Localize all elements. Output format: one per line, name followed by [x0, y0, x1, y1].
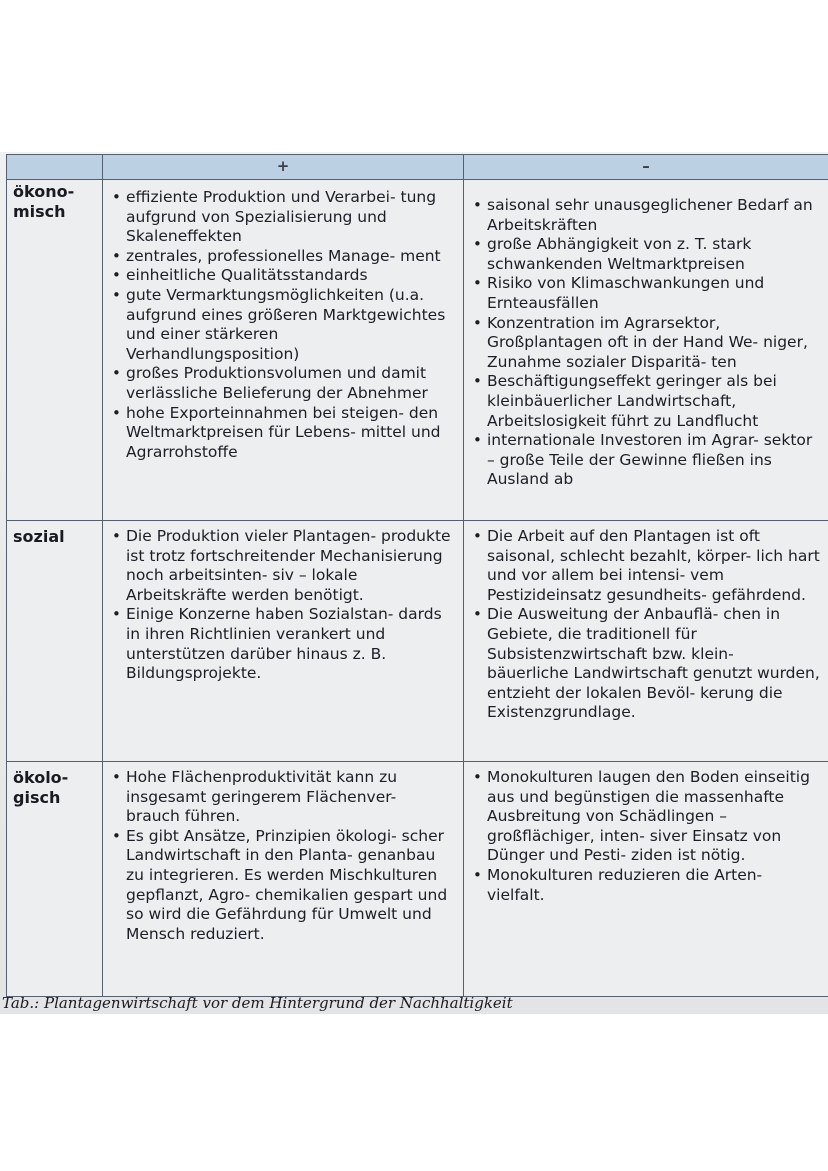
- list-item: • einheitliche Qualitätsstandards: [111, 266, 455, 286]
- list-item: • Monokulturen laugen den Boden einseitig aus und begünstigen die massenhafte Ausbreitung von Schädlingen – großflächiger, inten- siver Einsatz von Dünger und Pesti- ziden ist nötig.: [472, 768, 820, 866]
- list-item: • Die Arbeit auf den Plantagen ist oft saisonal, schlecht bezahlt, körper- lich hart und vor allem bei intensi- vem Pestizideinsatz gesundheits- gefährdend.: [472, 527, 820, 605]
- oekologisch-minus-cell: [464, 762, 828, 997]
- table-caption: Tab.: Plantagenwirtschaft vor dem Hintergrund der Nachhaltigkeit: [2, 994, 513, 1012]
- header-plus: +: [103, 155, 464, 180]
- list-item: • saisonal sehr unausgeglichener Bedarf an Arbeitskräften: [472, 196, 820, 235]
- table-row-oekonomisch: [7, 180, 828, 521]
- row-label-sozial: [7, 521, 103, 762]
- list-item: • Konzentration im Agrarsektor, Großplantagen oft in der Hand We- niger, Zunahme sozialer Disparitä- ten: [472, 314, 820, 373]
- list-item: • Die Produktion vieler Plantagen- produkte ist trotz fortschreitender Mechanisierung noch arbeitsinten- siv – lokale Arbeitskräfte werden benötigt.: [111, 527, 455, 605]
- row-label-text: sozial: [13, 527, 65, 546]
- list-item: • Die Ausweitung der Anbauflä- chen in Gebiete, die traditionell für Subsistenzwirtschaft bzw. klein- bäuerliche Landwirtschaft genutzt wurden, entzieht der lokalen Bevöl- kerung die Existenzgrundlage.: [472, 605, 820, 723]
- table-header-row: [7, 155, 828, 180]
- list-item: • Es gibt Ansätze, Prinzipien ökologi- scher Landwirtschaft in den Planta- genanbau zu integrieren. Es werden Mischkulturen gepflanzt, Agro- chemikalien gespart und so wird die Gefährdung für Umwelt und Mensch reduziert.: [111, 827, 455, 945]
- list-item: • zentrales, professionelles Manage- ment: [111, 247, 455, 267]
- list-item: • gute Vermarktungsmöglichkeiten (u.a. aufgrund eines größeren Marktgewichtes und einer stärkeren Verhandlungsposition): [111, 286, 455, 364]
- row-label-oekologisch: [7, 762, 103, 997]
- row-label-oekonomisch: [7, 180, 103, 521]
- list-item: • hohe Exporteinnahmen bei steigen- den Weltmarktpreisen für Lebens- mittel und Agrarrohstoffe: [111, 404, 455, 463]
- list-item: • große Abhängigkeit von z. T. stark schwankenden Weltmarktpreisen: [472, 235, 820, 274]
- header-blank: [7, 155, 103, 180]
- list-item: • internationale Investoren im Agrar- sektor – große Teile der Gewinne fließen ins Ausland ab: [472, 431, 820, 490]
- list-item: • Monokulturen reduzieren die Arten- vielfalt.: [472, 866, 820, 905]
- table-row-sozial: [7, 521, 828, 762]
- list-item: • großes Produktionsvolumen und damit verlässliche Belieferung der Abnehmer: [111, 364, 455, 403]
- oekologisch-plus-cell: [103, 762, 464, 997]
- list-item: • Hohe Flächenproduktivität kann zu insgesamt geringerem Flächenver- brauch führen.: [111, 768, 455, 827]
- sustainability-table: [6, 154, 828, 997]
- list-item: • Einige Konzerne haben Sozialstan- dards in ihren Richtlinien verankert und unterstützen darüber hinaus z. B. Bildungsprojekte.: [111, 605, 455, 683]
- list-item: • effiziente Produktion und Verarbei- tung aufgrund von Spezialisierung und Skaleneffekten: [111, 188, 455, 247]
- oekonomisch-plus-cell: [103, 180, 464, 521]
- row-label-text: ökolo- gisch: [13, 768, 69, 807]
- list-item: • Beschäftigungseffekt geringer als bei kleinbäuerlicher Landwirtschaft, Arbeitslosigkeit führt zu Landflucht: [472, 372, 820, 431]
- row-label-text: ökono- misch: [13, 182, 75, 221]
- table-row-oekologisch: [7, 762, 828, 997]
- header-minus: –: [464, 155, 828, 180]
- oekonomisch-minus-cell: [464, 180, 828, 521]
- sozial-plus-cell: [103, 521, 464, 762]
- sozial-minus-cell: [464, 521, 828, 762]
- list-item: • Risiko von Klimaschwankungen und Ernteausfällen: [472, 274, 820, 313]
